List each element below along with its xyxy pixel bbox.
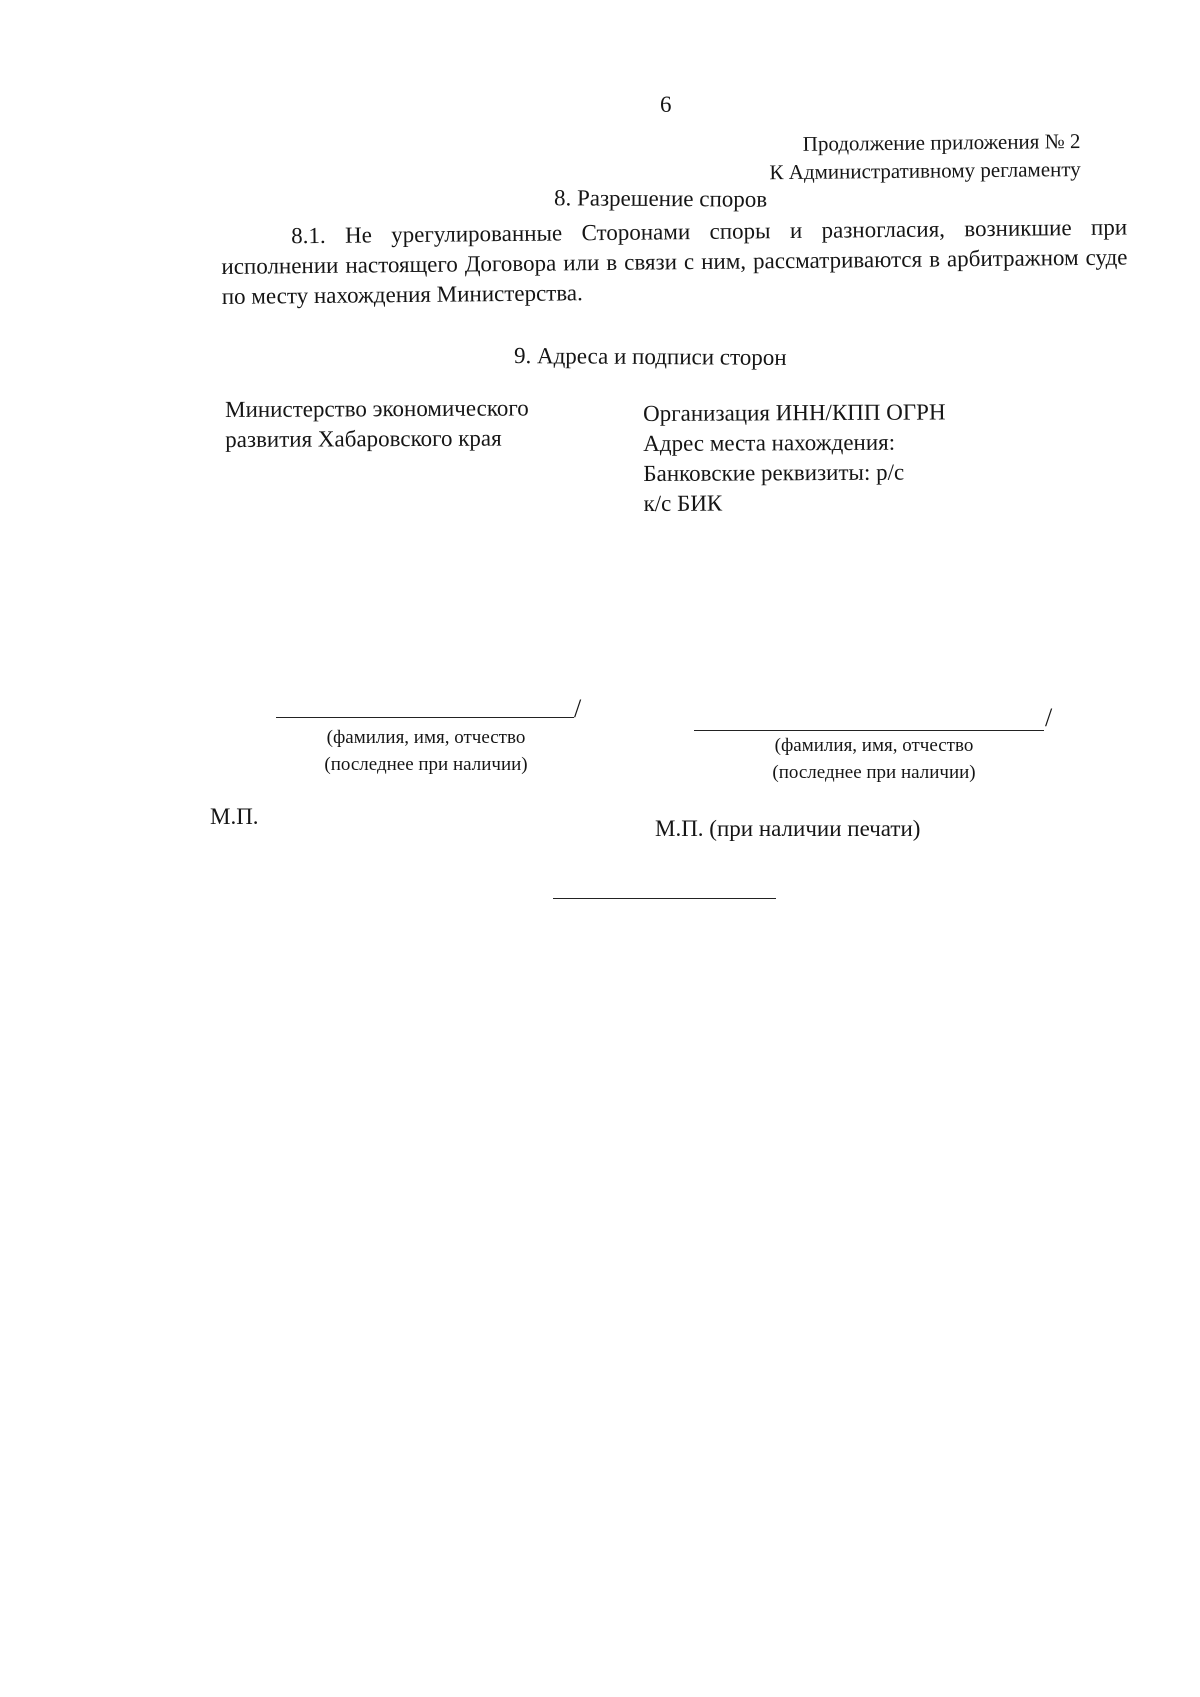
section-8-title: 8. Разрешение споров	[553, 185, 768, 212]
party-organization-line-2: Адрес места нахождения:	[643, 429, 896, 456]
signature-caption-right-line-1: (фамилия, имя, отчество	[774, 735, 974, 756]
signature-slash-left: /	[574, 694, 582, 723]
party-organization	[643, 397, 946, 519]
signature-caption-right-line-2: (последнее при наличии)	[772, 762, 976, 783]
appendix-line-1: Продолжение приложения № 2	[802, 128, 1081, 156]
signature-caption-right	[744, 732, 1004, 786]
party-organization-line-3: Банковские реквизиты: р/с	[643, 459, 905, 486]
appendix-line-2: К Административному регламенту	[769, 156, 1081, 185]
section-9-title: 9. Адреса и подписи сторон	[513, 343, 787, 370]
signature-caption-left-line-2: (последнее при наличии)	[324, 754, 528, 775]
appendix-header	[769, 127, 1081, 186]
signature-line-right	[694, 730, 1044, 731]
signature-line-left	[276, 717, 574, 718]
stamp-place-right: М.П. (при наличии печати)	[655, 816, 921, 841]
party-ministry-line-2: развития Хабаровского края	[225, 425, 502, 452]
signature-caption-left	[296, 724, 556, 778]
stamp-place-left: М.П.	[210, 804, 259, 829]
signature-caption-left-line-1: (фамилия, имя, отчество	[326, 727, 526, 748]
party-organization-line-1: Организация ИНН/КПП ОГРН	[643, 399, 946, 426]
party-ministry-line-1: Министерство экономического	[225, 395, 529, 422]
party-ministry	[225, 393, 529, 455]
party-organization-line-4: к/с БИК	[643, 490, 723, 516]
end-of-document-rule	[553, 898, 776, 899]
clause-8-1: 8.1. Не урегулированные Сторонами споры и разногласия, возникшие при исполнении настоящего Договора или в связи с ним, рассматриваются в арбитражном суде по месту нахождения Министерства.	[221, 214, 1128, 309]
page-number: 6	[660, 92, 672, 117]
signature-slash-right: /	[1045, 703, 1053, 732]
